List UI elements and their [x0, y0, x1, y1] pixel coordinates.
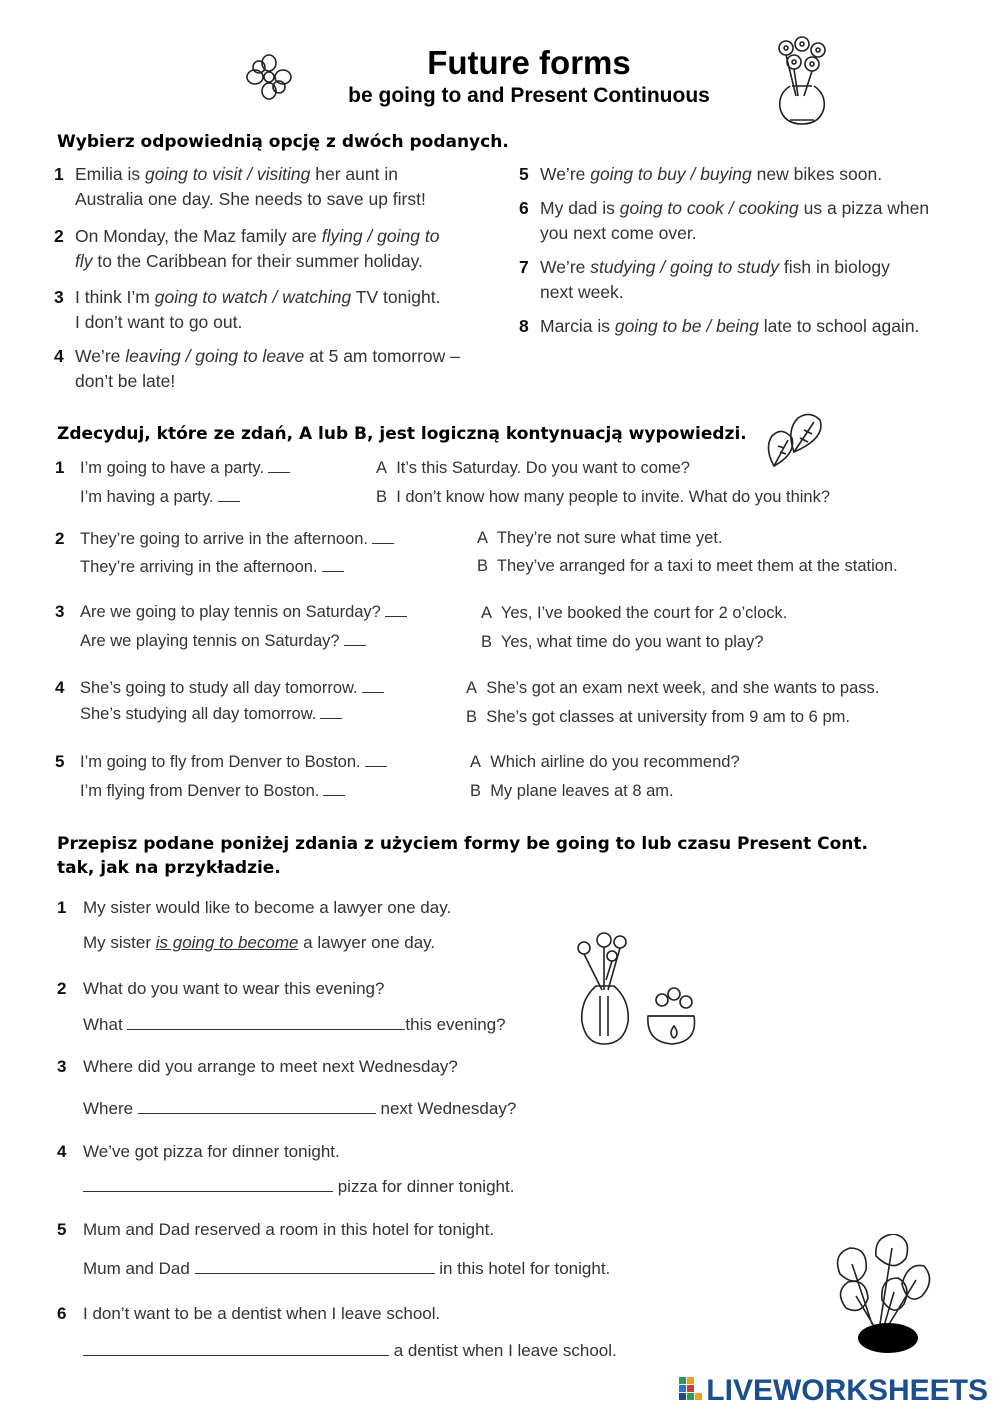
s1-options[interactable]: going to cook / cooking	[619, 198, 799, 218]
s1-text: My dad is	[540, 198, 620, 218]
s2-sentence-1	[80, 679, 384, 698]
s2-option-b	[481, 633, 764, 652]
answer-blank[interactable]	[385, 604, 407, 617]
s1-text: Australia one day. She needs to save up first!	[75, 189, 426, 209]
answer-blank[interactable]	[268, 460, 290, 473]
item-number: 6	[519, 198, 529, 218]
option-label: B	[481, 633, 493, 651]
option-label: A	[376, 459, 388, 477]
s2-option-b	[470, 782, 674, 801]
s1-text: her aunt in	[310, 164, 398, 184]
option-label: B	[477, 557, 489, 575]
option-text: She’s got an exam next week, and she wants to pass.	[486, 679, 880, 697]
s3-text: Mum and Dad	[83, 1259, 195, 1278]
s1-text: at 5 am tomorrow –	[304, 346, 460, 366]
s2-option-b	[477, 557, 898, 576]
s2-text: They’re going to arrive in the afternoon.	[80, 530, 369, 548]
s2-option-b	[466, 708, 850, 727]
brand-text: LIVEWORKSHEETS	[706, 1374, 988, 1407]
s3-text: in this hotel for tonight.	[434, 1259, 611, 1278]
answer-blank[interactable]	[323, 783, 345, 796]
s3-question: I don’t want to be a dentist when I leave school.	[83, 1304, 441, 1323]
s1-options[interactable]: going to buy / buying	[590, 164, 752, 184]
s1-item-2	[54, 224, 495, 274]
s1-text: to the Caribbean for their summer holiday.	[92, 251, 423, 271]
s2-sentence-2	[80, 632, 366, 651]
answer-blank[interactable]	[365, 754, 387, 767]
item-number: 6	[57, 1304, 67, 1323]
item-number: 4	[55, 678, 65, 697]
item-number: 5	[55, 752, 65, 771]
s1-options[interactable]: flying / going to	[321, 226, 440, 246]
option-text: They’ve arranged for a taxi to meet them at the station.	[496, 557, 898, 575]
item-number: 1	[57, 898, 67, 917]
option-label: B	[470, 782, 482, 800]
option-label: B	[466, 708, 478, 726]
s3-text: Where	[83, 1099, 138, 1118]
s1-text: We’re	[540, 164, 591, 184]
answer-input[interactable]	[195, 1258, 435, 1274]
item-number: 8	[519, 316, 529, 336]
s2-text: Are we going to play tennis on Saturday?	[80, 603, 381, 621]
item-number: 3	[54, 287, 64, 307]
liveworksheets-logo-icon	[679, 1377, 703, 1401]
section3-instruction: Przepisz podane poniżej zdania z użyciem formy be going to lub czasu Present Cont.	[57, 834, 868, 854]
potted-plant-drawing	[832, 1234, 932, 1354]
option-text: Yes, I’ve booked the court for 2 o’clock.	[500, 604, 788, 622]
s3-question: My sister would like to become a lawyer one day.	[83, 898, 452, 917]
s3-question: Mum and Dad reserved a room in this hotel for tonight.	[83, 1220, 495, 1239]
s1-options[interactable]: leaving / going to leave	[125, 346, 305, 366]
s2-text: I’m going to fly from Denver to Boston.	[80, 753, 361, 771]
s3-answer-line	[83, 933, 435, 953]
s3-text: My sister	[83, 933, 156, 952]
vase-and-pot-drawing	[574, 930, 704, 1050]
s3-answer-line	[83, 1098, 516, 1119]
s1-text: I don’t want to go out.	[75, 312, 243, 332]
item-number: 7	[519, 257, 529, 277]
option-label: A	[477, 529, 489, 547]
answer-blank[interactable]	[320, 706, 342, 719]
s2-option-b	[376, 488, 830, 507]
s1-text: you next come over.	[540, 223, 697, 243]
answer-blank[interactable]	[344, 633, 366, 646]
s3-text: pizza for dinner tonight.	[333, 1177, 515, 1196]
s1-item-4	[54, 344, 495, 394]
s3-text: a dentist when I leave school.	[389, 1341, 617, 1360]
item-number: 4	[54, 346, 64, 366]
s2-option-a	[376, 459, 690, 478]
section3-instruction-2: tak, jak na przykładzie.	[57, 858, 281, 878]
s2-text: She’s studying all day tomorrow.	[80, 705, 317, 723]
s3-question: We’ve got pizza for dinner tonight.	[83, 1142, 340, 1161]
s3-text: a lawyer one day.	[298, 933, 436, 952]
s2-sentence-1	[80, 530, 394, 549]
s2-text: They’re arriving in the afternoon.	[80, 558, 318, 576]
s3-text: What	[83, 1015, 128, 1034]
s2-sentence-2	[80, 782, 345, 801]
section2-instruction: Zdecyduj, które ze zdań, A lub B, jest logiczną kontynuacją wypowiedzi.	[57, 424, 747, 444]
s2-text: Are we playing tennis on Saturday?	[80, 632, 340, 650]
s2-option-a	[466, 679, 879, 698]
answer-blank[interactable]	[218, 489, 240, 502]
s1-text: We’re	[75, 346, 126, 366]
s1-text: late to school again.	[758, 316, 920, 336]
s2-sentence-1	[80, 459, 290, 478]
s1-text: I think I’m	[75, 287, 155, 307]
item-number: 3	[57, 1057, 67, 1076]
option-text: I don’t know how many people to invite. What do you think?	[396, 488, 831, 506]
example-answer: is going to become	[155, 933, 299, 952]
item-number: 4	[57, 1142, 67, 1161]
section1-instruction: Wybierz odpowiednią opcję z dwóch podanych.	[57, 132, 509, 152]
s1-text: fish in biology	[778, 257, 890, 277]
option-text: My plane leaves at 8 am.	[490, 782, 674, 800]
s1-text: Emilia is	[75, 164, 146, 184]
s1-options[interactable]: studying / going to study	[590, 257, 779, 277]
s1-text: us a pizza when	[798, 198, 930, 218]
answer-blank[interactable]	[372, 531, 394, 544]
s3-text: this evening?	[405, 1015, 506, 1034]
answer-blank[interactable]	[322, 559, 344, 572]
s2-sentence-1	[80, 753, 387, 772]
s3-answer-line	[83, 1340, 617, 1361]
item-number: 2	[55, 529, 65, 548]
s3-question: Where did you arrange to meet next Wednesday?	[83, 1057, 458, 1076]
s3-answer-line	[83, 1176, 514, 1197]
s2-text: I’m having a party.	[80, 488, 214, 506]
s1-options[interactable]: fly	[75, 251, 93, 271]
s3-text: next Wednesday?	[375, 1099, 517, 1118]
option-label: A	[470, 753, 482, 771]
s2-option-a	[477, 529, 723, 548]
s2-option-a	[481, 604, 787, 623]
item-number: 5	[57, 1220, 67, 1239]
page-title: Future forms	[427, 44, 631, 81]
option-text: Yes, what time do you want to play?	[500, 633, 764, 651]
item-number: 1	[54, 164, 64, 184]
answer-input[interactable]	[83, 1340, 389, 1356]
s3-question: What do you want to wear this evening?	[83, 979, 385, 998]
leaves-drawing	[764, 408, 832, 470]
s2-sentence-1	[80, 603, 407, 622]
item-number: 5	[519, 164, 529, 184]
s3-answer-line	[83, 1014, 506, 1035]
s1-text: don’t be late!	[75, 371, 176, 391]
item-number: 3	[55, 602, 65, 621]
item-number: 1	[55, 458, 65, 477]
s1-text: TV tonight.	[351, 287, 441, 307]
s2-option-a	[470, 753, 740, 772]
answer-blank[interactable]	[362, 680, 384, 693]
option-label: A	[481, 604, 493, 622]
answer-input[interactable]	[127, 1014, 405, 1030]
option-text: They’re not sure what time yet.	[496, 529, 723, 547]
s3-answer-line	[83, 1258, 610, 1279]
option-text: Which airline do you recommend?	[490, 753, 740, 771]
s2-text: I’m flying from Denver to Boston.	[80, 782, 320, 800]
page-subtitle: be going to and Present Continuous	[348, 84, 710, 107]
option-text: She’s got classes at university from 9 am to 6 pm.	[486, 708, 850, 726]
s1-item-7	[519, 255, 960, 305]
s1-item-8	[519, 314, 960, 339]
s1-options[interactable]: going to visit / visiting	[145, 164, 311, 184]
option-text: It’s this Saturday. Do you want to come?	[396, 459, 690, 477]
answer-input[interactable]	[138, 1098, 376, 1114]
s1-item-6	[519, 196, 960, 246]
s1-text: Marcia is	[540, 316, 615, 336]
s1-text: next week.	[540, 282, 624, 302]
s1-text: We’re	[540, 257, 591, 277]
s2-sentence-2	[80, 558, 344, 577]
option-label: B	[376, 488, 388, 506]
s1-item-1	[54, 162, 495, 212]
s2-sentence-2	[80, 488, 240, 507]
s2-sentence-2	[80, 705, 342, 724]
s1-text: On Monday, the Maz family are	[75, 226, 322, 246]
s2-text: She’s going to study all day tomorrow.	[80, 679, 358, 697]
item-number: 2	[54, 226, 64, 246]
answer-input[interactable]	[83, 1176, 333, 1192]
s1-text: new bikes soon.	[751, 164, 883, 184]
item-number: 2	[57, 979, 67, 998]
s1-options[interactable]: going to be / being	[614, 316, 759, 336]
s2-text: I’m going to have a party.	[80, 459, 265, 477]
s1-options[interactable]: going to watch / watching	[154, 287, 352, 307]
s1-item-5	[519, 162, 960, 187]
option-label: A	[466, 679, 478, 697]
liveworksheets-brand	[679, 1374, 988, 1408]
s1-item-3	[54, 285, 495, 335]
